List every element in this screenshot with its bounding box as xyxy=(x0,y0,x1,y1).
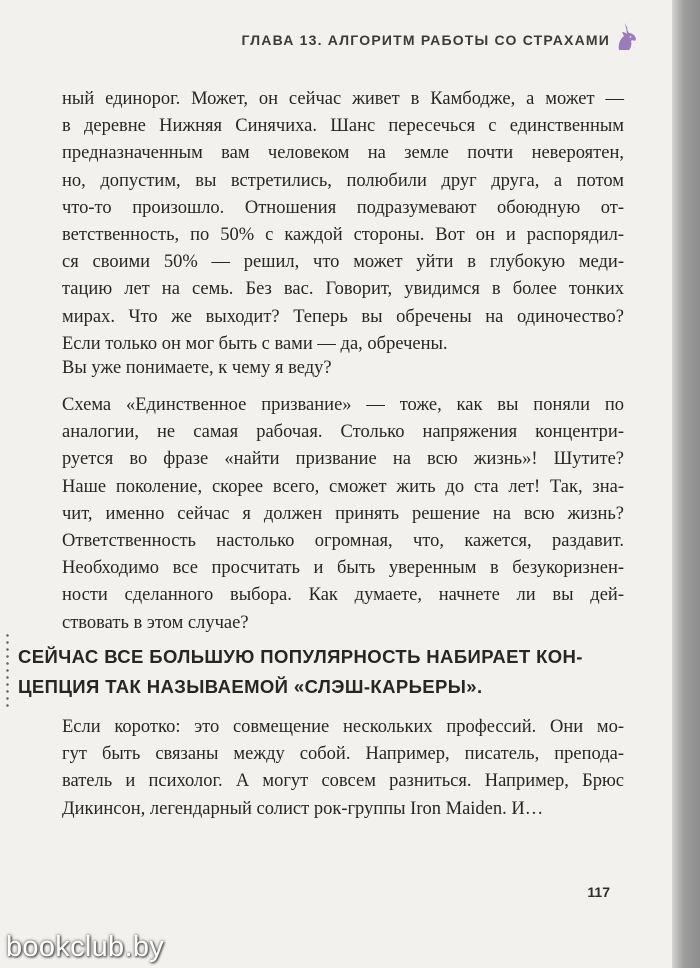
text-line: ный единорог. Может, он сейчас живет в Камбодже, а может — xyxy=(62,89,624,109)
site-watermark: bookclub.by xyxy=(6,931,165,963)
text-line: Необходимо все просчитать и быть уверенным в безукоризнен- xyxy=(62,558,624,579)
text-line: ности сделанного выбора. Как думаете, начнете ли вы дей- xyxy=(62,585,624,606)
text-line: Если коротко: это совмещение нескольких профессий. Они мо- xyxy=(62,717,624,737)
page-number: 117 xyxy=(587,884,610,900)
text-line: Схема «Единственное призвание» — тоже, как вы поняли по xyxy=(62,395,624,415)
text-line: Если только он мог быть с вами — да, обречены. xyxy=(62,333,448,354)
chapter-header: ГЛАВА 13. АЛГОРИТМ РАБОТЫ СО СТРАХАМИ xyxy=(241,32,610,48)
text-line: что-то произошло. Отношения подразумевают обоюдную от- xyxy=(62,197,624,218)
unicorn-icon xyxy=(614,22,640,52)
callout-dotted-marker xyxy=(6,632,9,710)
text-line: тацию лет на семь. Без вас. Говорит, увидимся в более тонких xyxy=(62,279,624,300)
text-line: но, допустим, вы встретились, полюбили друг друга, а потом xyxy=(62,170,624,191)
text-line: аналогии, не самая рабочая. Столько напряжения концентри- xyxy=(62,422,624,443)
text-line: мирах. Что же выходит? Теперь вы обречены на одиночество? xyxy=(62,306,624,327)
text-line: Вы уже понимаете, к чему я веду? xyxy=(62,358,332,378)
text-line: в деревне Нижняя Синячиха. Шанс пересечься с единственным xyxy=(62,116,624,137)
text-line: предназначенным вам человеком на земле почти невероятен, xyxy=(62,143,624,164)
text-line: ватель и психолог. А могут совсем разниться. Например, Брюс xyxy=(62,771,624,792)
text-line: ствовать в этом случае? xyxy=(62,612,249,633)
text-line: Наше поколение, скорее всего, сможет жить до ста лет! Так, зна- xyxy=(62,476,624,497)
text-line: ся своими 50% — решил, что может уйти в глубокую меди- xyxy=(62,252,624,273)
paragraph-4 xyxy=(62,714,624,823)
text-line: ветственность, по 50% с каждой стороны. Вот он и распорядил- xyxy=(62,225,624,246)
callout-line: ЦЕПЦИЯ ТАК НАЗЫВАЕМОЙ «СЛЭШ-КАРЬЕРЫ». xyxy=(18,676,483,697)
text-line: руется во фразе «найти призвание на всю жизнь»! Шутите? xyxy=(62,449,624,470)
text-line: чит, именно сейчас я должен принять решение на всю жизнь? xyxy=(62,503,624,524)
paragraph-2 xyxy=(62,355,624,382)
callout-line: СЕЙЧАС ВСЕ БОЛЬШУЮ ПОПУЛЯРНОСТЬ НАБИРАЕТ КОН- xyxy=(18,646,583,667)
text-line: Ответственность настолько огромная, что, кажется, раздавит. xyxy=(62,531,624,552)
text-line: Дикинсон, легендарный солист рок-группы Iron Maiden. И… xyxy=(62,798,544,819)
page-edge-shadow xyxy=(672,0,700,968)
paragraph-1 xyxy=(62,86,624,358)
paragraph-3 xyxy=(62,392,624,637)
text-line: гут быть связаны между собой. Например, писатель, препода- xyxy=(62,744,624,765)
callout-heading xyxy=(18,642,618,702)
